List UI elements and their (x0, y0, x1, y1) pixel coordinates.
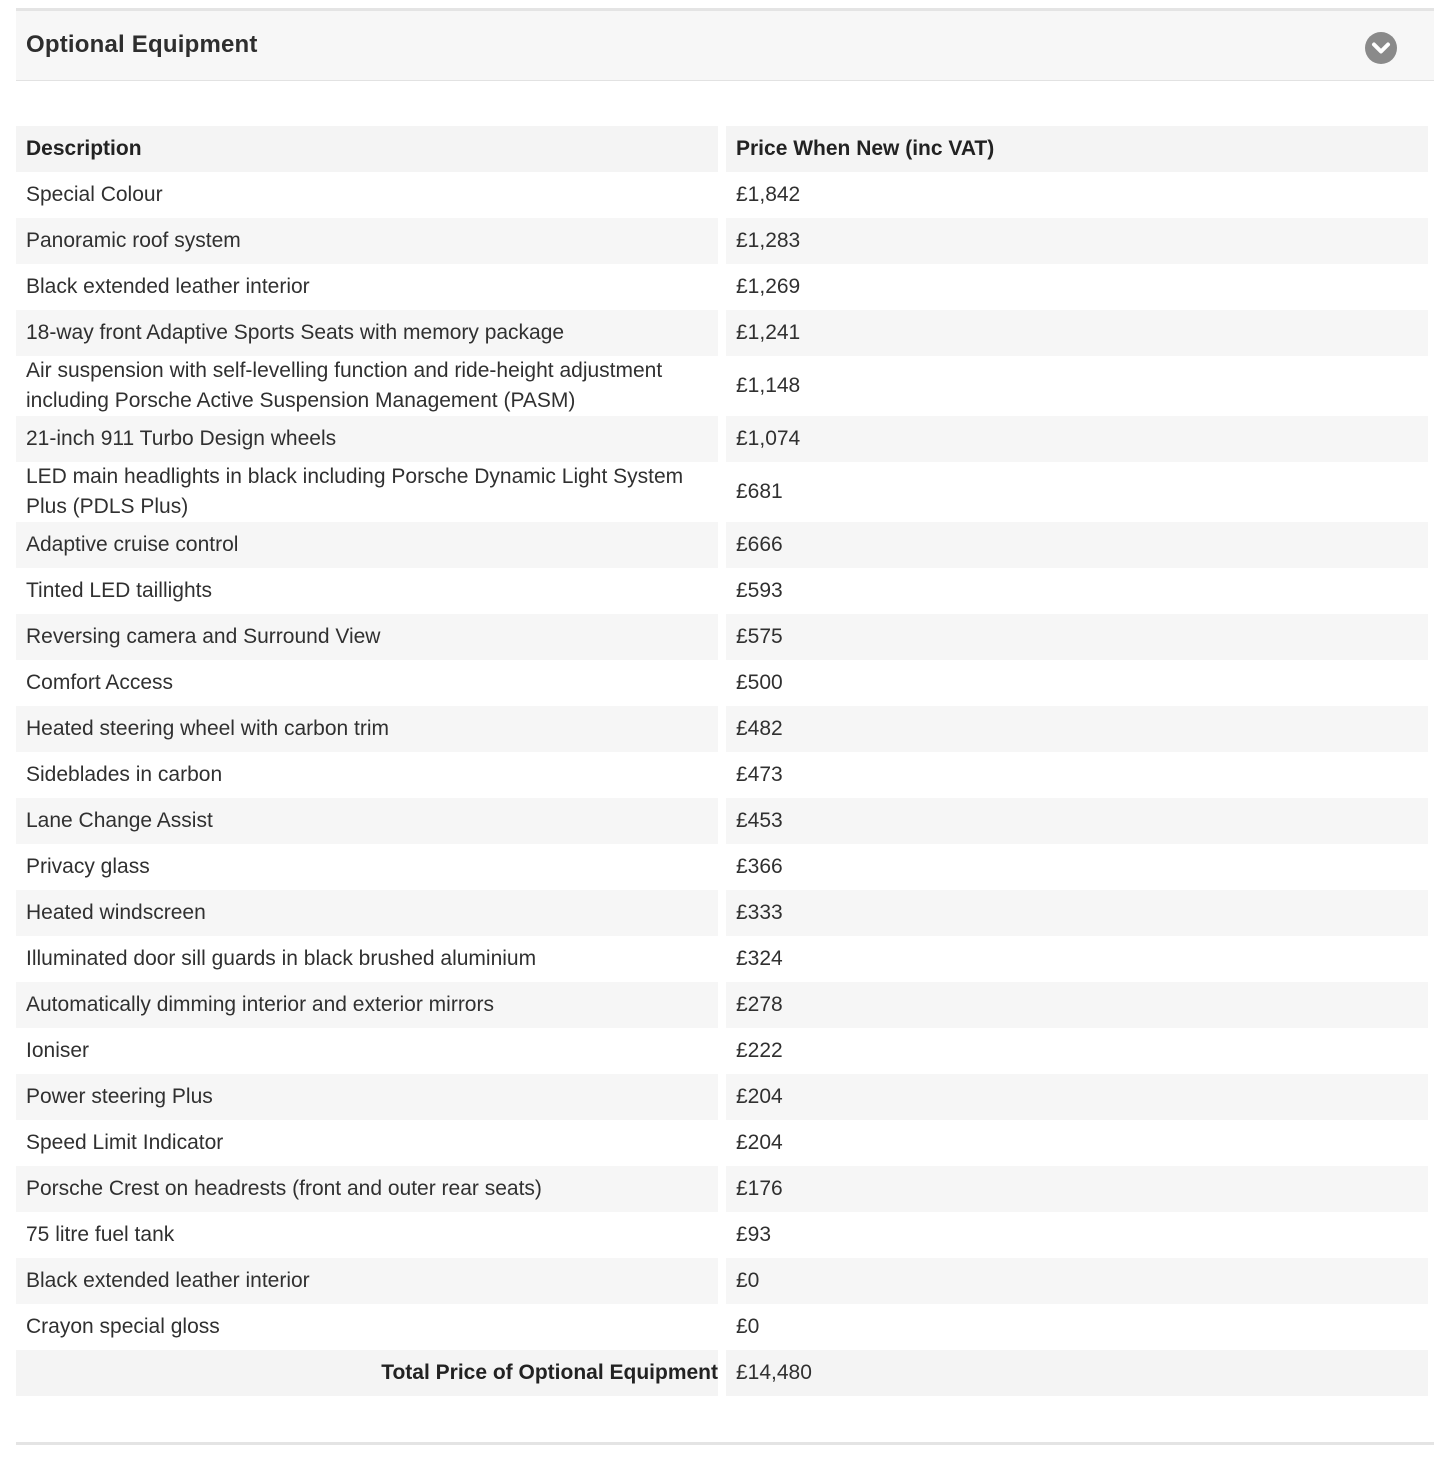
equipment-description: Porsche Crest on headrests (front and outer rear seats) (16, 1166, 718, 1212)
equipment-price: £93 (726, 1212, 1428, 1258)
equipment-price: £176 (726, 1166, 1428, 1212)
equipment-description: Comfort Access (16, 660, 718, 706)
equipment-price: £1,241 (726, 310, 1428, 356)
table-row (16, 982, 1428, 1028)
table-row (16, 890, 1428, 936)
equipment-price: £0 (726, 1304, 1428, 1350)
equipment-price: £666 (726, 522, 1428, 568)
equipment-price: £575 (726, 614, 1428, 660)
equipment-price: £333 (726, 890, 1428, 936)
equipment-description: 75 litre fuel tank (16, 1212, 718, 1258)
equipment-description: LED main headlights in black including Porsche Dynamic Light System Plus (PDLS Plus) (16, 462, 718, 522)
equipment-description: Heated steering wheel with carbon trim (16, 706, 718, 752)
equipment-description: 21-inch 911 Turbo Design wheels (16, 416, 718, 462)
table-row (16, 798, 1428, 844)
table-row (16, 752, 1428, 798)
equipment-price: £204 (726, 1074, 1428, 1120)
equipment-description: Power steering Plus (16, 1074, 718, 1120)
equipment-description: Special Colour (16, 172, 718, 218)
table-row (16, 706, 1428, 752)
equipment-price: £473 (726, 752, 1428, 798)
table-row (16, 614, 1428, 660)
total-label: Total Price of Optional Equipment (16, 1350, 718, 1396)
table-row (16, 1028, 1428, 1074)
equipment-price: £681 (726, 462, 1428, 522)
equipment-description: Privacy glass (16, 844, 718, 890)
equipment-price: £1,283 (726, 218, 1428, 264)
table-row (16, 264, 1428, 310)
equipment-description: Black extended leather interior (16, 264, 718, 310)
equipment-description: Automatically dimming interior and exterior mirrors (16, 982, 718, 1028)
table-row (16, 218, 1428, 264)
table-row (16, 522, 1428, 568)
table-row (16, 936, 1428, 982)
table-row (16, 1258, 1428, 1304)
equipment-price: £482 (726, 706, 1428, 752)
equipment-price: £366 (726, 844, 1428, 890)
table-row (16, 172, 1428, 218)
equipment-description: 18-way front Adaptive Sports Seats with memory package (16, 310, 718, 356)
total-value: £14,480 (726, 1350, 1428, 1396)
equipment-price: £453 (726, 798, 1428, 844)
equipment-price: £324 (726, 936, 1428, 982)
table-row (16, 356, 1428, 416)
equipment-description: Reversing camera and Surround View (16, 614, 718, 660)
equipment-description: Crayon special gloss (16, 1304, 718, 1350)
optional-equipment-accordion-header[interactable] (16, 11, 1434, 81)
equipment-description: Sideblades in carbon (16, 752, 718, 798)
equipment-description: Ioniser (16, 1028, 718, 1074)
equipment-price: £0 (726, 1258, 1428, 1304)
table-row (16, 568, 1428, 614)
equipment-price: £222 (726, 1028, 1428, 1074)
description-column-header: Description (16, 126, 718, 172)
section-title: Optional Equipment (26, 31, 258, 58)
optional-equipment-table (16, 126, 1428, 1396)
equipment-description: Adaptive cruise control (16, 522, 718, 568)
equipment-description: Air suspension with self-levelling function and ride-height adjustment including Porsche Active Suspension Management (PASM) (16, 356, 718, 416)
equipment-price: £593 (726, 568, 1428, 614)
equipment-price: £278 (726, 982, 1428, 1028)
table-row (16, 1304, 1428, 1350)
table-row (16, 310, 1428, 356)
equipment-price: £1,269 (726, 264, 1428, 310)
equipment-description: Tinted LED taillights (16, 568, 718, 614)
price-column-header: Price When New (inc VAT) (726, 126, 1428, 172)
table-row (16, 1212, 1428, 1258)
chevron-down-icon[interactable] (1365, 32, 1397, 64)
equipment-description: Heated windscreen (16, 890, 718, 936)
equipment-price: £1,842 (726, 172, 1428, 218)
equipment-price: £1,148 (726, 356, 1428, 416)
bottom-divider (16, 1442, 1434, 1445)
equipment-description: Panoramic roof system (16, 218, 718, 264)
table-row (16, 660, 1428, 706)
equipment-description: Lane Change Assist (16, 798, 718, 844)
table-row (16, 462, 1428, 522)
equipment-description: Black extended leather interior (16, 1258, 718, 1304)
table-row (16, 1120, 1428, 1166)
equipment-description: Speed Limit Indicator (16, 1120, 718, 1166)
equipment-price: £1,074 (726, 416, 1428, 462)
table-row (16, 416, 1428, 462)
table-row (16, 1074, 1428, 1120)
equipment-price: £500 (726, 660, 1428, 706)
equipment-description: Illuminated door sill guards in black brushed aluminium (16, 936, 718, 982)
equipment-price: £204 (726, 1120, 1428, 1166)
table-row (16, 1166, 1428, 1212)
table-row (16, 844, 1428, 890)
table-body (16, 172, 1428, 1350)
table-header-row (16, 126, 1428, 172)
total-row (16, 1350, 1428, 1396)
